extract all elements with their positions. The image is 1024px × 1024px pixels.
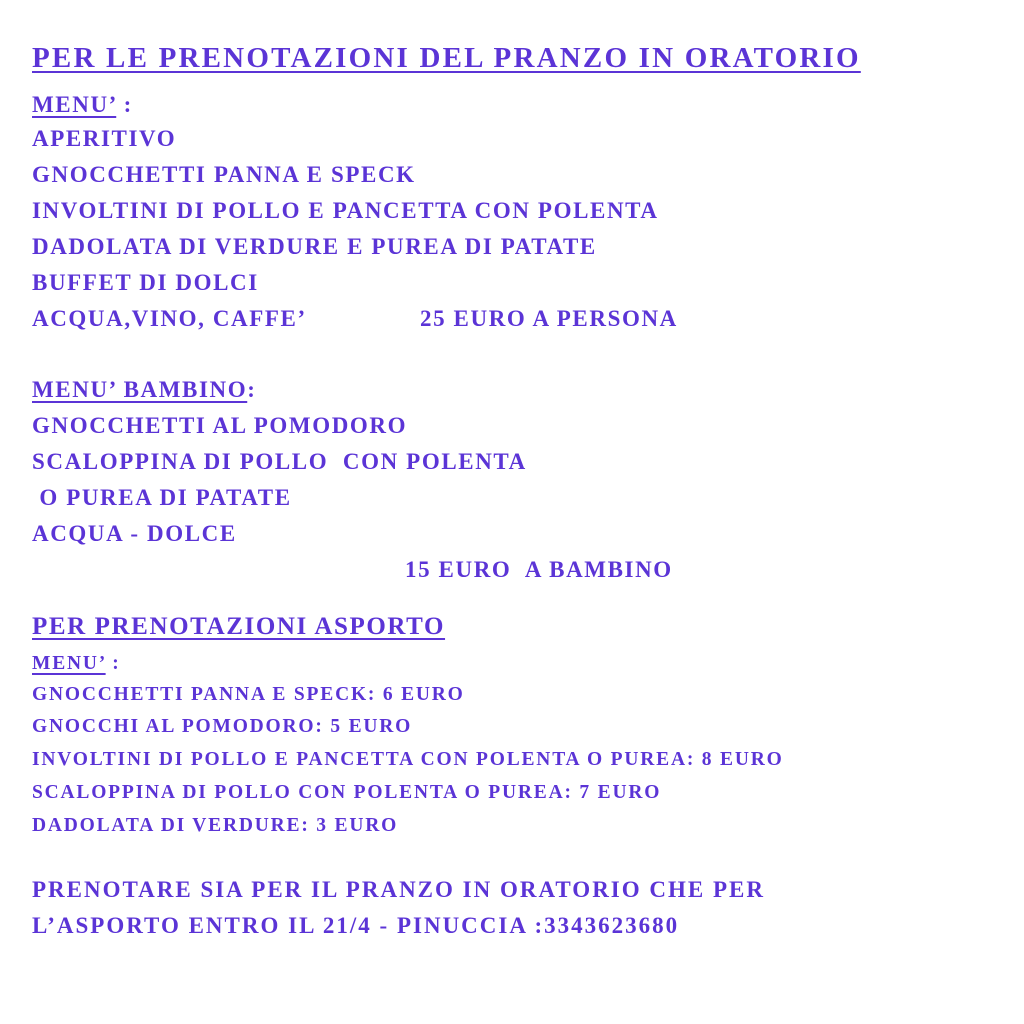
kids-menu-item: ACQUA - DOLCE bbox=[32, 521, 237, 546]
kids-menu-item: SCALOPPINA DI POLLO CON POLENTA bbox=[32, 449, 527, 474]
menu-heading bbox=[32, 92, 133, 118]
takeaway-menu-heading bbox=[32, 653, 121, 675]
takeaway-menu-heading-label: MENU’ bbox=[32, 653, 106, 674]
takeaway-menu-heading-colon: : bbox=[105, 653, 121, 674]
menu-heading-colon: : bbox=[116, 92, 133, 117]
kids-menu-heading bbox=[32, 377, 257, 403]
menu-item: GNOCCHETTI PANNA E SPECK bbox=[32, 162, 416, 187]
takeaway-item: GNOCCHI AL POMODORO: 5 EURO bbox=[32, 716, 413, 737]
menu-item: APERITIVO bbox=[32, 126, 177, 151]
kids-menu-item: O PUREA DI PATATE bbox=[32, 485, 292, 510]
takeaway-item: GNOCCHETTI PANNA E SPECK: 6 EURO bbox=[32, 684, 465, 705]
takeaway-item: SCALOPPINA DI POLLO CON POLENTA O PUREA: 7 EURO bbox=[32, 782, 662, 803]
menu-item: DADOLATA DI VERDURE E PUREA DI PATATE bbox=[32, 234, 597, 259]
booking-note-line-2: L’ASPORTO ENTRO IL 21/4 - PINUCCIA :3343623680 bbox=[32, 913, 680, 938]
kids-menu-item: GNOCCHETTI AL POMODORO bbox=[32, 413, 408, 438]
kids-price: 15 EURO A BAMBINO bbox=[405, 557, 673, 582]
adult-price: 25 EURO A PERSONA bbox=[420, 306, 678, 331]
menu-item-drinks: ACQUA,VINO, CAFFE’ bbox=[32, 306, 307, 331]
kids-menu-heading-colon: : bbox=[247, 377, 257, 402]
takeaway-item: INVOLTINI DI POLLO E PANCETTA CON POLENTA O PUREA: 8 EURO bbox=[32, 749, 784, 770]
kids-menu-heading-label: MENU’ BAMBINO bbox=[32, 377, 248, 402]
menu-heading-label: MENU’ bbox=[32, 92, 117, 117]
page-title: PER LE PRENOTAZIONI DEL PRANZO IN ORATORIO bbox=[32, 42, 861, 74]
takeaway-item: DADOLATA DI VERDURE: 3 EURO bbox=[32, 815, 399, 836]
booking-note-line-1: PRENOTARE SIA PER IL PRANZO IN ORATORIO CHE PER bbox=[32, 877, 765, 902]
menu-item: BUFFET DI DOLCI bbox=[32, 270, 259, 295]
menu-item: INVOLTINI DI POLLO E PANCETTA CON POLENTA bbox=[32, 198, 659, 223]
takeaway-title: PER PRENOTAZIONI ASPORTO bbox=[32, 613, 446, 640]
